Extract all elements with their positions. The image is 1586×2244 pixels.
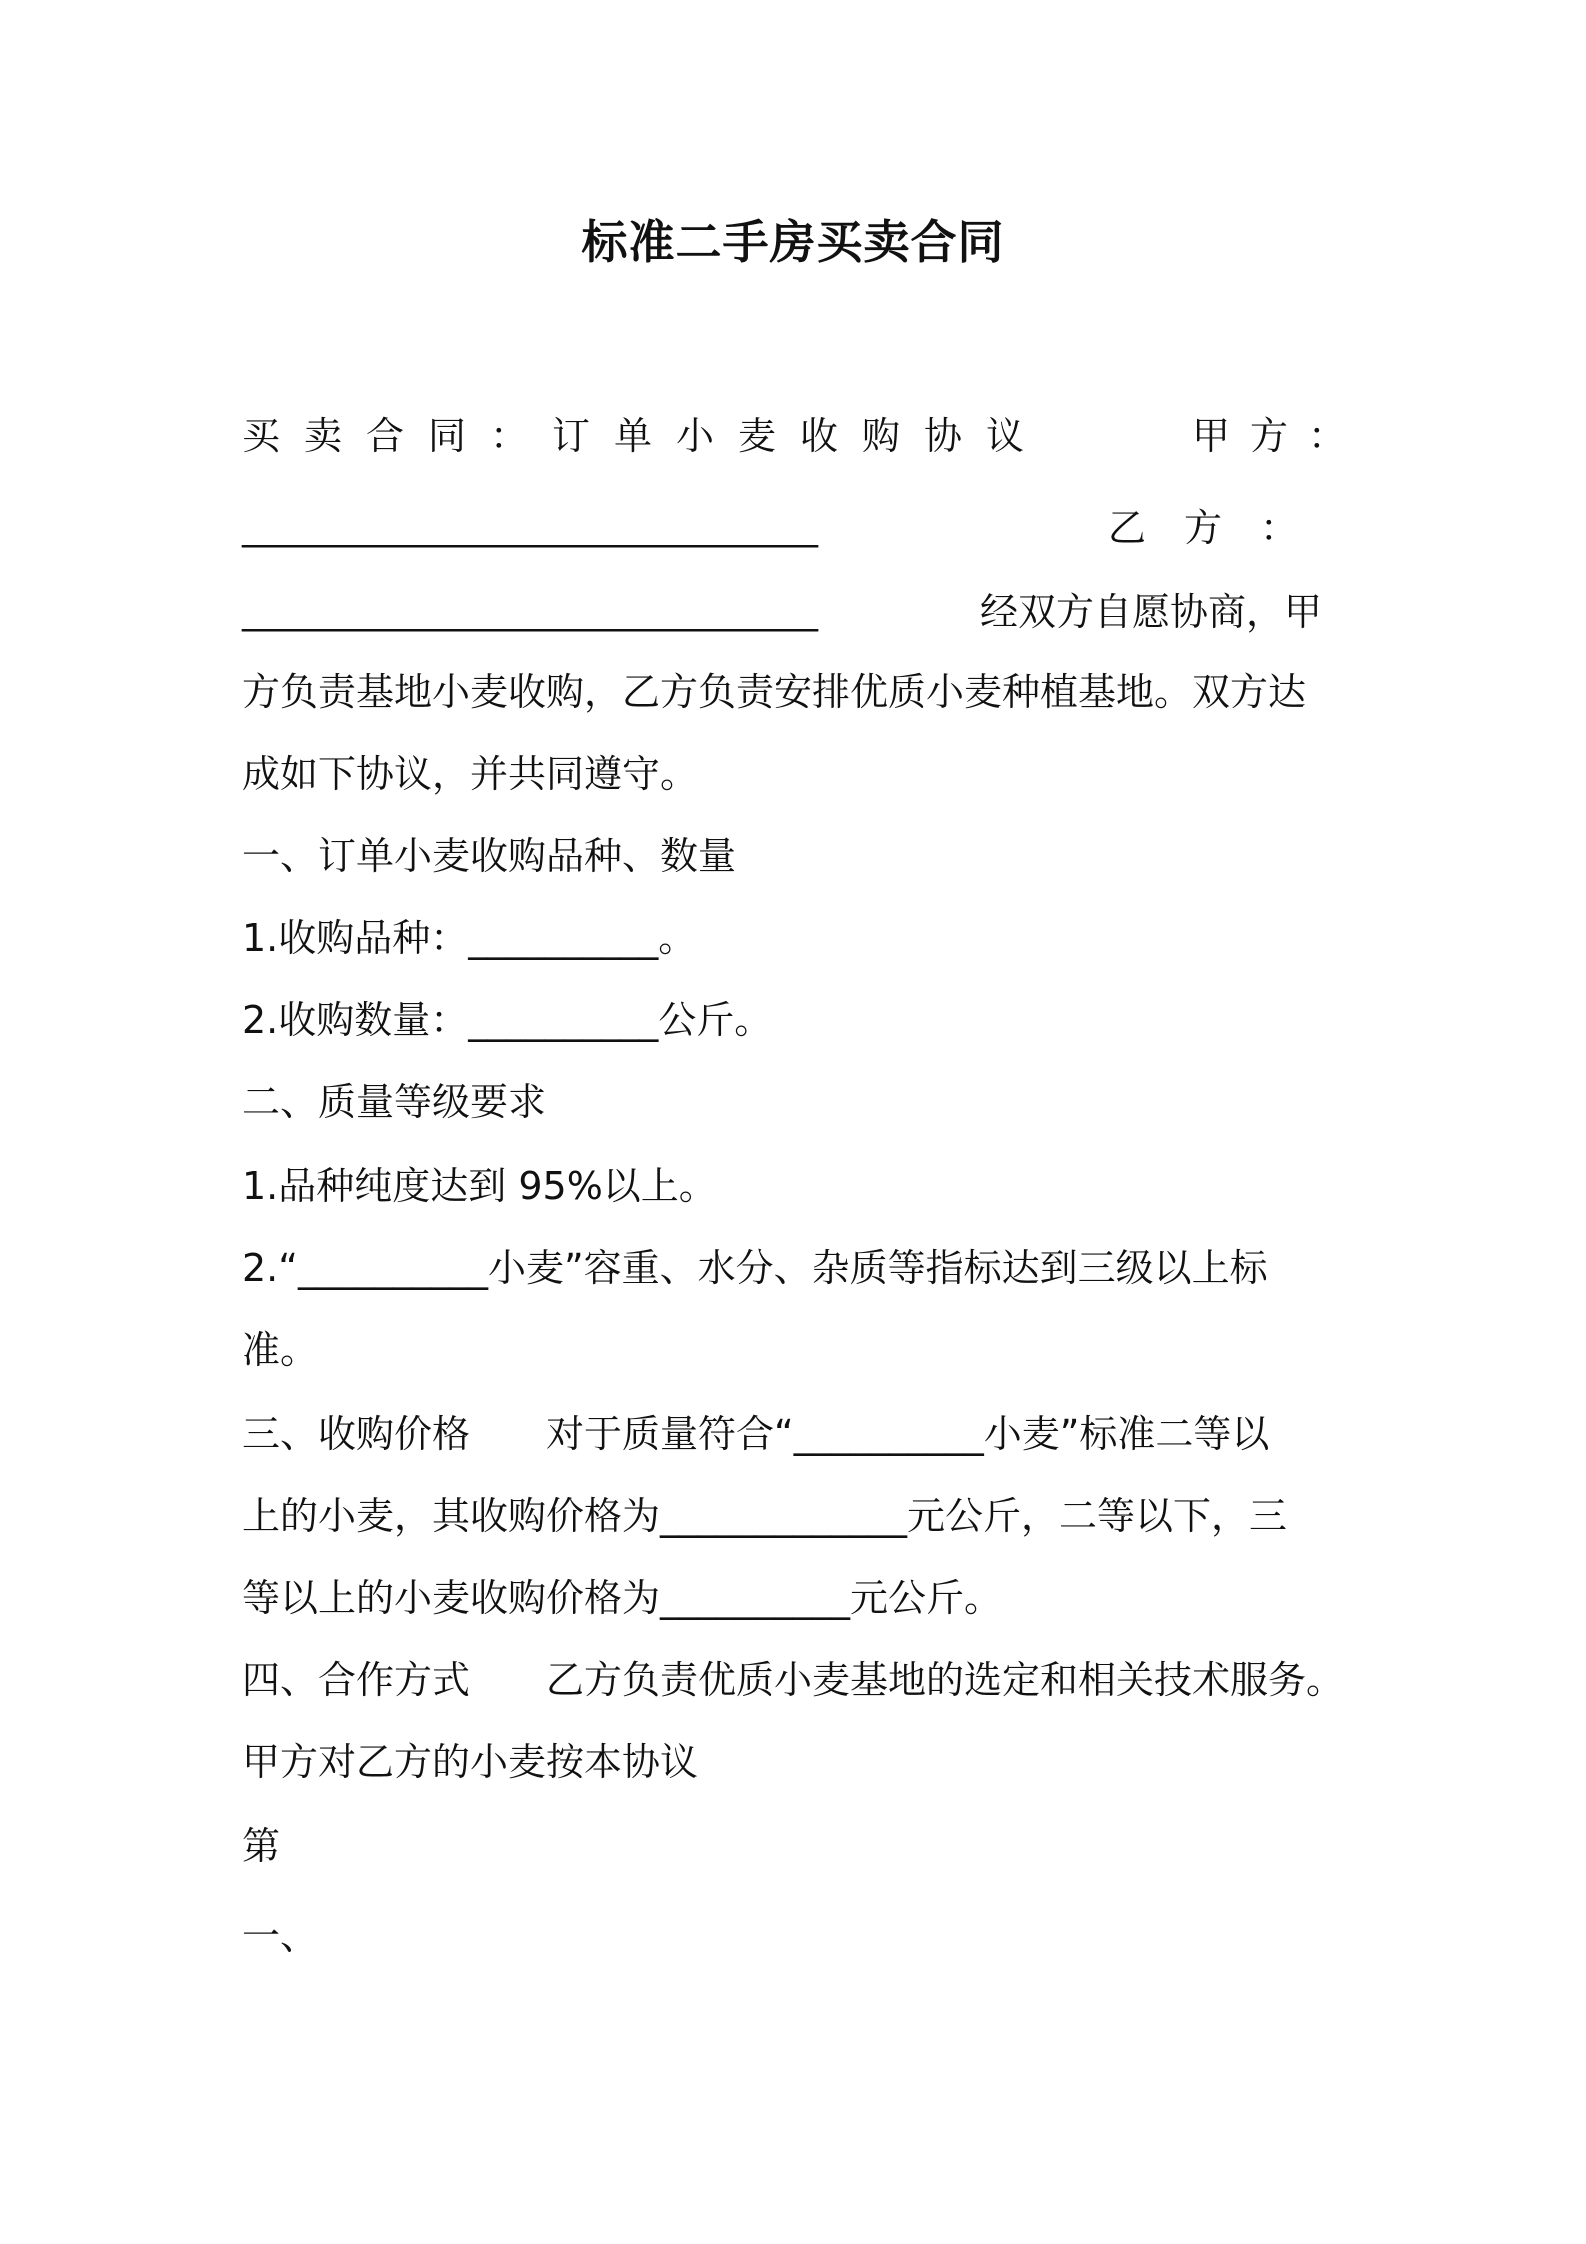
item-2-2-line-1: 2.“__________小麦”容重、水分、杂质等指标达到三级以上标 bbox=[242, 1246, 1268, 1290]
item-2-1: 1.品种纯度达到 95%以上。 bbox=[242, 1164, 717, 1208]
party-a-blank: ________________________________ bbox=[242, 507, 818, 548]
section-4-line-2: 甲方对乙方的小麦按本协议 bbox=[242, 1740, 699, 1784]
document-title: 标准二手房买卖合同 bbox=[581, 215, 1005, 269]
item-1-1: 1.收购品种：__________。 bbox=[242, 916, 697, 960]
intro-line-2: 方负责基地小麦收购，乙方负责安排优质小麦种植基地。双方达 bbox=[242, 670, 1307, 714]
party-a-label: 甲方： bbox=[1192, 414, 1367, 458]
intro-line-3: 成如下协议，并共同遵守。 bbox=[242, 752, 699, 796]
fragment-2: 一、 bbox=[242, 1914, 319, 1958]
section-2-heading: 二、质量等级要求 bbox=[242, 1080, 547, 1124]
section-3-line-1: 三、收购价格 对于质量符合“__________小麦”标准二等以 bbox=[242, 1412, 1270, 1456]
section-1-heading: 一、订单小麦收购品种、数量 bbox=[242, 834, 737, 878]
item-1-2: 2.收购数量：__________公斤。 bbox=[242, 998, 773, 1042]
party-b-label: 乙 方 ： bbox=[1108, 506, 1299, 550]
fragment-1: 第 bbox=[242, 1824, 281, 1868]
intro-start: 经双方自愿协商，甲 bbox=[980, 590, 1323, 634]
section-3-line-3: 等以上的小麦收购价格为__________元公斤。 bbox=[242, 1576, 1003, 1620]
section-4-line-1: 四、合作方式 乙方负责优质小麦基地的选定和相关技术服务。 bbox=[242, 1658, 1345, 1702]
contract-subtitle: 买卖合同：订单小麦收购协议 bbox=[242, 414, 1049, 458]
section-3-line-2: 上的小麦，其收购价格为_____________元公斤，二等以下，三 bbox=[242, 1494, 1288, 1538]
party-b-blank: ________________________________ bbox=[242, 591, 818, 632]
item-2-2-line-2: 准。 bbox=[242, 1328, 319, 1372]
